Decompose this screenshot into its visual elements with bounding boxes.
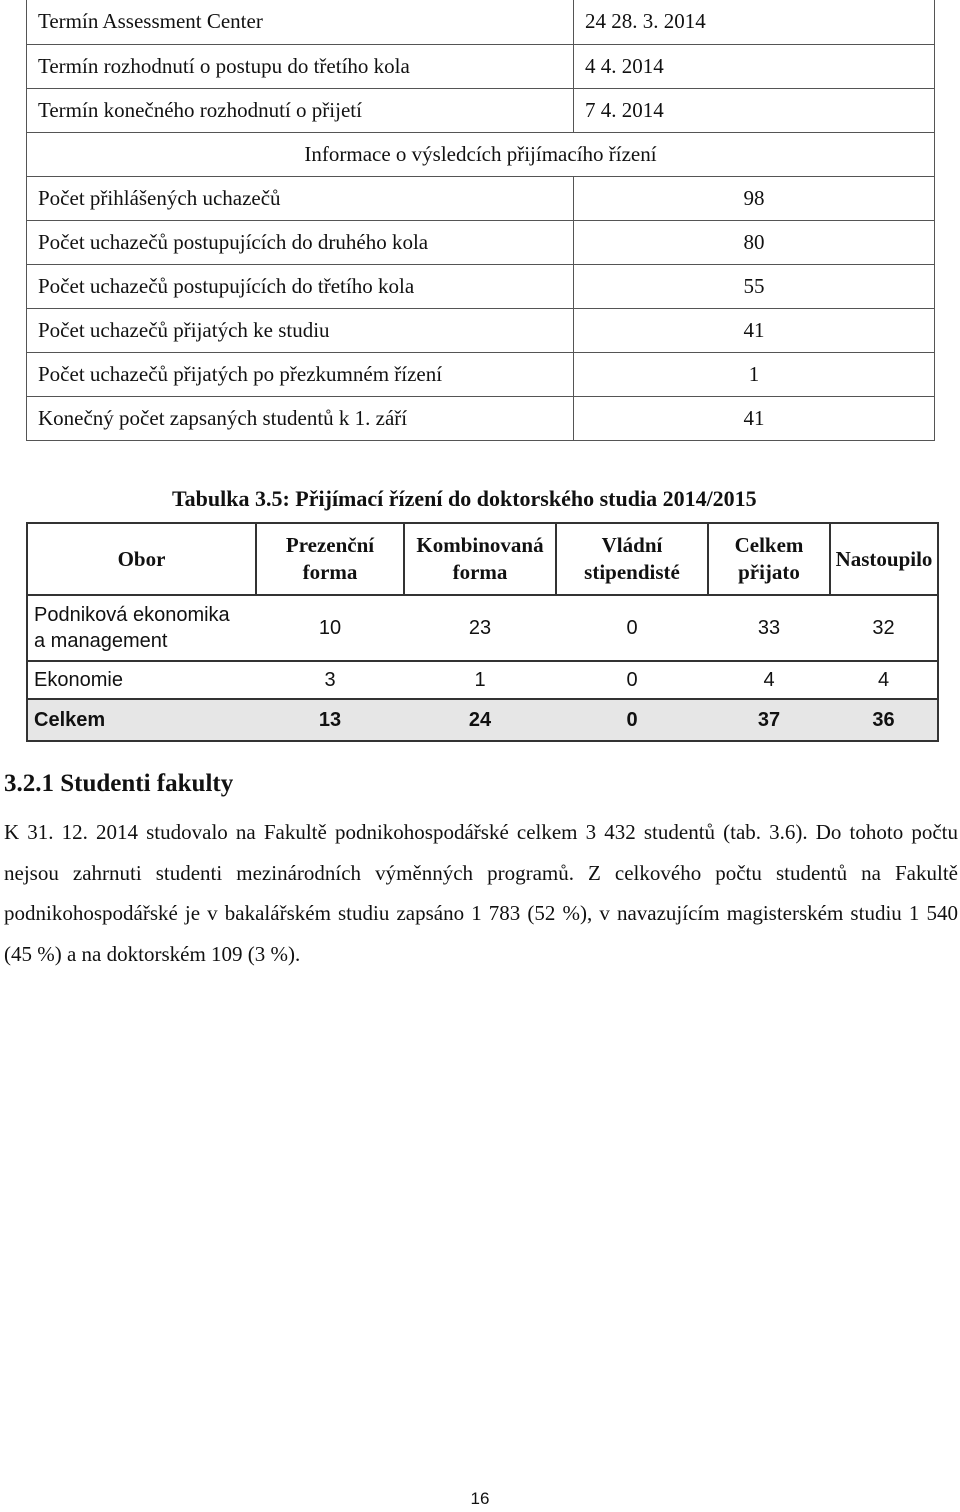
vladni-cell: 0	[556, 699, 708, 741]
table-row	[27, 661, 938, 699]
obor-cell: Podniková ekonomika a management	[27, 595, 256, 661]
result-label: Počet uchazečů přijatých po přezkumném řízení	[27, 352, 574, 396]
header-row	[27, 523, 938, 595]
obor-cell: Celkem	[27, 699, 256, 741]
result-value: 41	[574, 396, 935, 440]
result-label: Počet uchazečů přijatých ke studiu	[27, 308, 574, 352]
prezencni-cell: 10	[256, 595, 404, 661]
table-row-total	[27, 699, 938, 741]
date-label: Termín Assessment Center	[27, 0, 574, 44]
date-value: 24 28. 3. 2014	[574, 0, 935, 44]
table-row	[27, 595, 938, 661]
result-value: 1	[574, 352, 935, 396]
result-value: 55	[574, 264, 935, 308]
nastoupilo-cell: 4	[830, 661, 938, 699]
header-kombinovana: Kombinovaná forma	[404, 523, 556, 595]
celkem-cell: 4	[708, 661, 830, 699]
celkem-cell: 37	[708, 699, 830, 741]
vladni-cell: 0	[556, 661, 708, 699]
nastoupilo-cell: 36	[830, 699, 938, 741]
kombinovana-cell: 24	[404, 699, 556, 741]
table-row	[27, 44, 935, 88]
section-title: Informace o výsledcích přijímacího řízení	[27, 132, 935, 176]
kombinovana-cell: 1	[404, 661, 556, 699]
result-value: 80	[574, 220, 935, 264]
date-label: Termín rozhodnutí o postupu do třetího kola	[27, 44, 574, 88]
page-number: 16	[470, 1489, 490, 1508]
table-row	[27, 0, 935, 44]
result-label: Počet přihlášených uchazečů	[27, 176, 574, 220]
result-value: 41	[574, 308, 935, 352]
section-heading: 3.2.1 Studenti fakulty	[4, 770, 234, 797]
table-row	[27, 352, 935, 396]
result-label: Počet uchazečů postupujících do třetího kola	[27, 264, 574, 308]
header-vladni: Vládní stipendisté	[556, 523, 708, 595]
table-row	[27, 308, 935, 352]
doctoral-admission-table	[26, 522, 939, 742]
table-row	[27, 396, 935, 440]
table-row	[27, 176, 935, 220]
table-row	[27, 132, 935, 176]
date-value: 4 4. 2014	[574, 44, 935, 88]
table-row	[27, 220, 935, 264]
kombinovana-cell: 23	[404, 595, 556, 661]
result-label: Konečný počet zapsaných studentů k 1. září	[27, 396, 574, 440]
celkem-cell: 33	[708, 595, 830, 661]
vladni-cell: 0	[556, 595, 708, 661]
prezencni-cell: 13	[256, 699, 404, 741]
header-prezencni: Prezenční forma	[256, 523, 404, 595]
header-obor: Obor	[27, 523, 256, 595]
obor-cell: Ekonomie	[27, 661, 256, 699]
header-celkem: Celkem přijato	[708, 523, 830, 595]
table-row	[27, 264, 935, 308]
body-paragraph: K 31. 12. 2014 studovalo na Fakultě podnikohospodářské celkem 3 432 studentů (tab. 3.6). Do tohoto počtu nejsou zahrnuti studenti mezinárodních výměnných programů. Z celkového počtu studentů na Fakultě podnikohospodářské je v bakalářském studiu zapsáno 1 783 (52 %), v navazujícím magisterském studiu 1 540 (45 %) a na doktorském 109 (3 %).	[4, 820, 958, 966]
table-caption: Tabulka 3.5: Přijímací řízení do doktorského studia 2014/2015	[172, 486, 757, 511]
admission-info-table	[26, 0, 935, 441]
table-row	[27, 88, 935, 132]
nastoupilo-cell: 32	[830, 595, 938, 661]
result-value: 98	[574, 176, 935, 220]
prezencni-cell: 3	[256, 661, 404, 699]
date-value: 7 4. 2014	[574, 88, 935, 132]
date-label: Termín konečného rozhodnutí o přijetí	[27, 88, 574, 132]
result-label: Počet uchazečů postupujících do druhého kola	[27, 220, 574, 264]
header-nastoupilo: Nastoupilo	[830, 523, 938, 595]
